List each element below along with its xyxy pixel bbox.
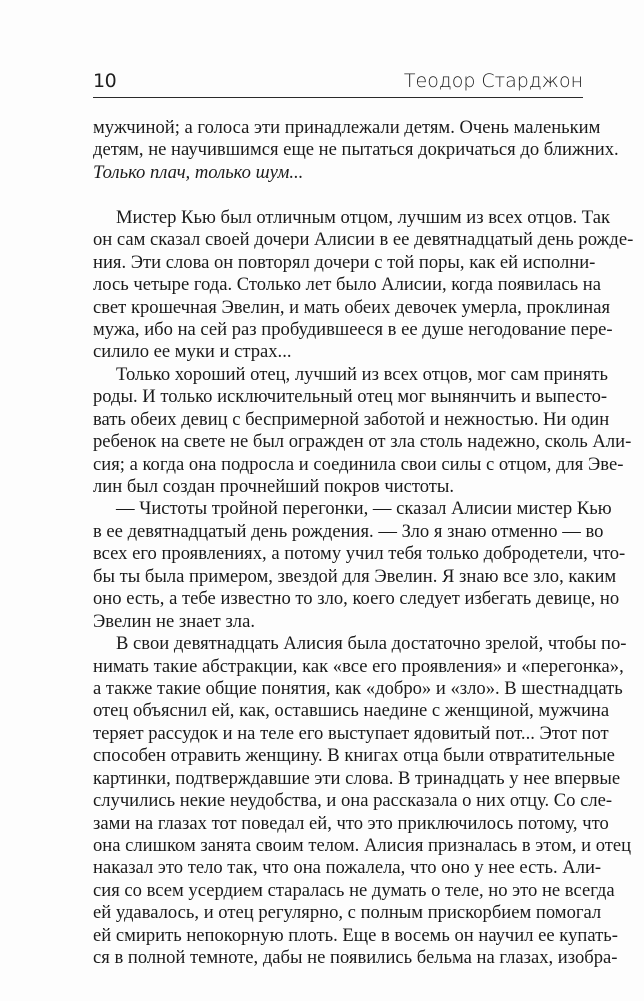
paragraph: [93, 498, 626, 633]
text-line: ния. Эти слова он повторял дочери с той поры, как ей исполни-: [93, 251, 596, 273]
text-line: свет крошечная Эвелин, и мать обеих девочек умерла, проклиная: [93, 296, 611, 318]
text-line: картинки, подтверждавшие эти слова. В тринадцать у нее впервые: [93, 767, 621, 789]
text-line: — Чистоты тройной перегонки, — сказал Алисии мистер Кью: [116, 498, 612, 520]
paragraph: [93, 206, 634, 364]
text-line: наказал это тело так, что она пожалела, что оно у нее есть. Али-: [93, 857, 602, 879]
text-line: оно есть, а тебе известно то зло, коего следует избегать девице, но: [93, 588, 620, 610]
paragraph: [93, 633, 632, 970]
text-line: ся в полной темноте, дабы не появились бельма на глазах, изобра-: [93, 947, 618, 969]
text-line: отец объяснил ей, как, оставшись наедине с женщиной, мужчина: [93, 700, 610, 722]
text-line: В свои девятнадцать Алисия была достаточно зрелой, чтобы по-: [116, 633, 627, 655]
text-line: сия; а когда она подросла и соединила свои силы с отцом, для Эве-: [93, 453, 624, 475]
text-line: он сам сказал своей дочери Алисии в ее девятнадцатый день рожде-: [93, 229, 634, 251]
text-line: ей смирить непокорную плоть. Еще в восемь он научил ее купать-: [93, 924, 618, 946]
text-line: ей удавалось, и отец регулярно, с полным прискорбием помогал: [93, 902, 602, 924]
author-name: Теодор Старджон: [403, 70, 583, 92]
text-line: силило ее муки и страх...: [93, 341, 292, 363]
text-line: Эвелин не знает зла.: [93, 610, 255, 632]
text-line: а также такие общие понятия, как «добро» и «зло». В шестнадцать: [93, 677, 623, 699]
text-line: всех его проявлениях, а потому учил тебя только добродетели, что-: [93, 543, 626, 565]
text-line: Только хороший отец, лучший из всех отцов, мог сам принять: [116, 363, 608, 385]
text-line: бы ты была примером, звездой для Эвелин. Я знаю все зло, каким: [93, 565, 617, 587]
book-page: [93, 0, 634, 1001]
text-line: ребенок на свете не был огражден от зла столь надежно, сколь Али-: [93, 431, 632, 453]
text-line: вать обеих девиц с беспримерной заботой и нежностью. Ни один: [93, 408, 610, 430]
text-line: Мистер Кью был отличным отцом, лучшим из всех отцов. Так: [116, 206, 610, 228]
text-line: теряет рассудок и на теле его выступает ядовитый пот... Этот пот: [93, 722, 609, 744]
paragraph: [93, 363, 632, 499]
text-line: зами на глазах тот поведал ей, что это приключилось потому, что: [93, 812, 609, 834]
text-line: роды. И только исключительный отец мог вынянчить и выпесто-: [93, 386, 608, 408]
text-line: сия со всем усердием старалась не думать о теле, но это не всегда: [93, 879, 615, 901]
text-line: детям, не научившимся еще не пытаться докричаться до ближних.: [93, 139, 619, 161]
text-line: мужа, ибо на сей раз пробудившееся в ее душе негодование пере-: [93, 318, 613, 340]
text-line: случились некие неудобства, и она рассказала о них отцу. Со сле-: [93, 790, 613, 812]
text-line: в ее девятнадцатый день рождения. — Зло я знаю отменно — во: [93, 520, 604, 542]
paragraph: [93, 117, 619, 184]
body-text: [93, 117, 634, 970]
text-line: мужчиной; а голоса эти принадлежали детям. Очень маленьким: [93, 117, 601, 138]
italic-text-line: Только плач, только шум...: [93, 161, 304, 183]
text-line: лин был создан прочнейший покров чистоты.: [93, 476, 455, 497]
text-line: лось четыре года. Столько лет было Алисии, когда появилась на: [93, 274, 601, 296]
section-break: [93, 184, 583, 206]
running-head: [93, 60, 583, 98]
page-number: 10: [93, 70, 117, 92]
text-line: она слишком занята своим телом. Алисия призналась в этом, и отец: [93, 835, 632, 856]
text-line: способен отравить женщину. В книгах отца были отвратительные: [93, 745, 615, 767]
text-line: нимать такие абстракции, как «все его проявления» и «перегонка»,: [93, 655, 624, 677]
